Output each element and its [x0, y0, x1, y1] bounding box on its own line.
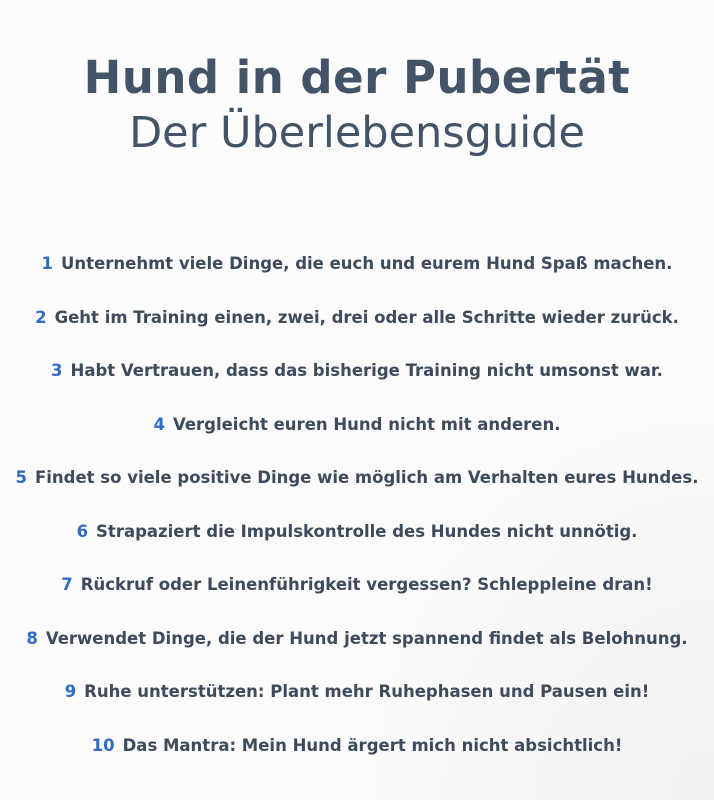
tip-text: Ruhe unterstützen: Plant mehr Ruhephasen und Pausen ein!	[84, 682, 650, 702]
tip-text: Habt Vertrauen, dass das bisherige Training nicht umsonst war.	[70, 361, 663, 381]
tip-text: Rückruf oder Leinenführigkeit vergessen? Schleppleine dran!	[80, 575, 653, 595]
tip-8	[0, 612, 714, 666]
tip-5	[0, 451, 714, 505]
tip-number: 8	[26, 628, 38, 648]
tip-3	[0, 344, 714, 398]
tip-6	[0, 505, 714, 559]
tip-text: Verwendet Dinge, die der Hund jetzt spannend findet als Belohnung.	[45, 628, 688, 648]
tip-number: 9	[64, 682, 77, 702]
tip-number: 4	[153, 414, 165, 434]
tip-7	[0, 558, 714, 612]
tip-number: 3	[51, 361, 63, 381]
tip-number: 5	[15, 468, 27, 488]
tip-number: 2	[35, 307, 47, 327]
tip-4	[0, 398, 714, 452]
tip-1	[0, 237, 714, 291]
page-title: Hund in der Pubertät	[83, 51, 631, 104]
tip-text: Unternehmt viele Dinge, die euch und eurem Hund Spaß machen.	[61, 254, 673, 274]
tip-number: 7	[61, 575, 73, 595]
tip-number: 1	[41, 254, 54, 274]
tip-10	[0, 719, 714, 773]
tip-text: Geht im Training einen, zwei, drei oder alle Schritte wieder zurück.	[54, 307, 679, 327]
tip-2	[0, 291, 714, 345]
tip-text: Vergleicht euren Hund nicht mit anderen.	[172, 414, 561, 434]
tip-9	[0, 665, 714, 719]
tips-list	[0, 237, 714, 772]
tip-number: 10	[91, 735, 115, 755]
tip-text: Findet so viele positive Dinge wie möglich am Verhalten eures Hundes.	[35, 468, 699, 488]
page-subtitle: Der Überlebensguide	[129, 108, 585, 159]
tip-text: Das Mantra: Mein Hund ärgert mich nicht absichtlich!	[122, 735, 623, 755]
tip-text: Strapaziert die Impulskontrolle des Hundes nicht unnötig.	[96, 521, 638, 541]
header	[0, 50, 714, 162]
tip-number: 6	[76, 521, 89, 541]
